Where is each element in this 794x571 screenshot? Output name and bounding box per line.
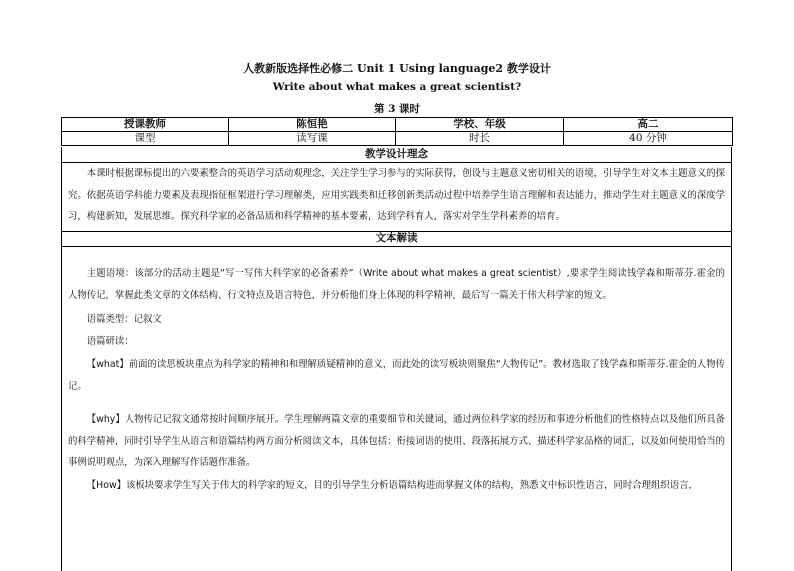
- lesson-number: 第 3 课时: [373, 103, 421, 115]
- document-title: 人教新版选择性必修二 Unit 1 Using language2 教学设计: [243, 62, 551, 75]
- analysis-label: 语篇研读：: [86, 336, 134, 347]
- what-paragraph: 【what】前面的读思板块重点为科学家的精神和和理解质疑精神的意义，而此处的读写板块则聚焦“人物传记”。教材选取了钱学森和斯蒂芬.霍金的人物传记。: [68, 359, 725, 392]
- how-paragraph: 【How】该板块要求学生写关于伟大的科学家的短文，目的引导学生分析语篇结构进而掌握文体的结构，熟悉文中标识性语言，同时合理组织语言，: [86, 480, 698, 491]
- document-subtitle: Write about what makes a great scientist?: [272, 81, 522, 93]
- section-heading: 文本解读: [62, 231, 731, 247]
- lesson-type-value: 读写课: [229, 132, 396, 146]
- table-row: [62, 132, 733, 146]
- theme-context-text: 主题语境：该部分的活动主题是“写一写伟大科学家的必备素养”（Write about what makes a great scientist）,要求学生阅读钱学森和斯蒂芬.霍金的人物传记，掌握此类文章的文体结构、行文特点及语言特色，并分析他们身上体现的科学精神，最后写一篇关于伟大科学家的短文。: [68, 268, 725, 301]
- duration-label: 时长: [396, 132, 564, 146]
- text-analysis-section: [61, 231, 732, 571]
- section-heading: 教学设计理念: [62, 147, 731, 163]
- duration-value: 40 分钟: [564, 132, 733, 146]
- why-paragraph: 【why】人物传记记叙文通常按时间顺序展开。学生理解两篇文章的重要细节和关键词，通过两位科学家的经历和事迹分析他们的性格特点以及他们所具备的科学精神，同时引导学生从语言和语篇结构两方面分析阅读文本，具体包括：衔接词语的使用、段落拓展方式、描述科学家品格的词汇，以及如何使用恰当的事例说明观点，为深入理解写作话题作准备。: [68, 414, 725, 468]
- teacher-label: 授课教师: [62, 118, 229, 132]
- teacher-value: 陈恒艳: [229, 118, 396, 132]
- info-table: [61, 117, 733, 146]
- table-row: [62, 118, 733, 132]
- design-concept-section: [61, 147, 732, 232]
- school-grade-value: 高二: [564, 118, 733, 132]
- genre-text: 语篇类型：记叙文: [86, 314, 162, 325]
- design-concept-text: 本课时根据课标提出的六要素整合的英语学习活动观理念，关注学生学习参与的实际获得，创设与主题意义密切相关的语境，引导学生对文本主题意义的探究。依据英语学科能力要素及表现指征框架进行学习理解类，应用实践类和迁移创新类活动过程中培养学生语言理解和表达能力，推动学生对主题意义的深度学习，构建新知，发展思维。探究科学家的必备品质和科学精神的基本要素，达到学科育人，落实对学生学科素养的培育。: [68, 168, 725, 222]
- lesson-type-label: 课型: [62, 132, 229, 146]
- school-grade-label: 学校、年级: [396, 118, 564, 132]
